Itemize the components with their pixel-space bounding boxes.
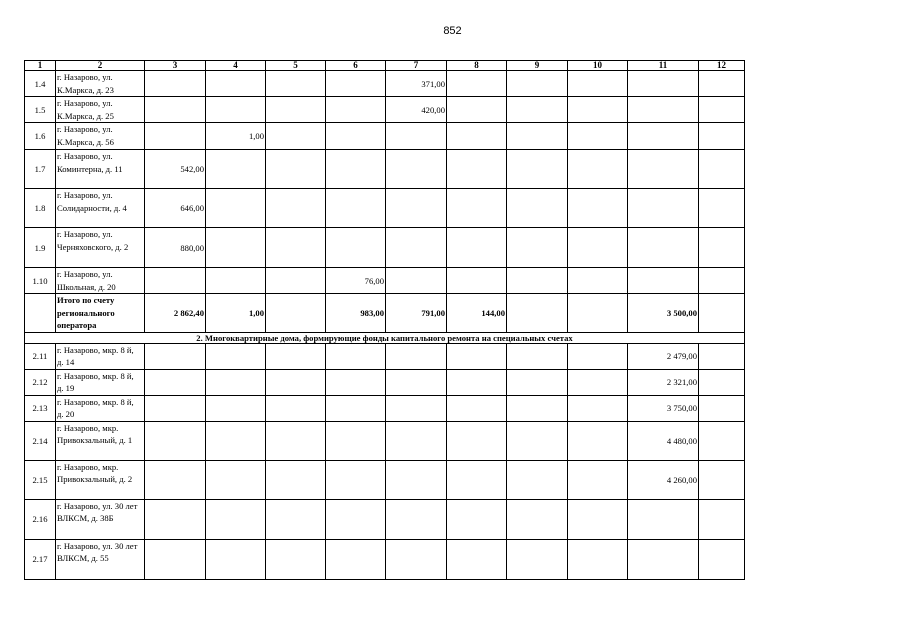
cell-col6 — [326, 150, 386, 189]
table-row — [25, 343, 745, 369]
cell-col9 — [507, 421, 568, 460]
cell-col9 — [507, 369, 568, 395]
cell-col12 — [699, 294, 745, 333]
table-row — [25, 150, 745, 189]
cell-col8 — [447, 97, 507, 123]
cell-col12 — [699, 228, 745, 268]
cell-col10 — [568, 294, 628, 333]
cell-col5 — [266, 421, 326, 460]
cell-col9 — [507, 539, 568, 579]
cell-col7 — [386, 150, 447, 189]
cell-col11: 4 480,00 — [628, 421, 699, 460]
cell-col10 — [568, 421, 628, 460]
table-row — [25, 71, 745, 97]
header-cell: 1 — [25, 61, 56, 71]
row-number: 2.11 — [25, 343, 56, 369]
cell-col8 — [447, 499, 507, 539]
data-table — [24, 60, 745, 580]
cell-col3 — [145, 369, 206, 395]
cell-col8 — [447, 123, 507, 150]
cell-col11 — [628, 499, 699, 539]
cell-col6 — [326, 71, 386, 97]
cell-col3 — [145, 421, 206, 460]
address-cell: г. Назарово, мкр. 8 й, д. 14 — [56, 343, 145, 369]
cell-col9 — [507, 343, 568, 369]
cell-col6 — [326, 395, 386, 421]
cell-col10 — [568, 395, 628, 421]
header-cell: 8 — [447, 61, 507, 71]
cell-col6: 983,00 — [326, 294, 386, 333]
address-cell: г. Назарово, ул. Школьная, д. 20 — [56, 268, 145, 294]
cell-col4 — [206, 97, 266, 123]
cell-col4: 1,00 — [206, 294, 266, 333]
cell-col3 — [145, 71, 206, 97]
page-number: 852 — [443, 25, 462, 37]
table-row — [25, 460, 745, 499]
cell-col8 — [447, 421, 507, 460]
header-cell: 2 — [56, 61, 145, 71]
cell-col7 — [386, 421, 447, 460]
cell-col8 — [447, 395, 507, 421]
cell-col8 — [447, 189, 507, 228]
row-number: 2.15 — [25, 460, 56, 499]
cell-col10 — [568, 123, 628, 150]
cell-col7: 371,00 — [386, 71, 447, 97]
cell-col11 — [628, 228, 699, 268]
cell-col4 — [206, 499, 266, 539]
row-number: 1.7 — [25, 150, 56, 189]
cell-col12 — [699, 421, 745, 460]
cell-col10 — [568, 499, 628, 539]
header-cell: 12 — [699, 61, 745, 71]
address-cell: г. Назарово, ул. К.Маркса, д. 23 — [56, 71, 145, 97]
cell-col4 — [206, 539, 266, 579]
header-cell: 6 — [326, 61, 386, 71]
header-cell: 11 — [628, 61, 699, 71]
cell-col5 — [266, 97, 326, 123]
address-cell: г. Назарово, ул. Коминтерна, д. 11 — [56, 150, 145, 189]
cell-col3 — [145, 268, 206, 294]
cell-col8: 144,00 — [447, 294, 507, 333]
row-number: 1.6 — [25, 123, 56, 150]
cell-col7 — [386, 499, 447, 539]
cell-col6: 76,00 — [326, 268, 386, 294]
table-row — [25, 228, 745, 268]
cell-col3: 646,00 — [145, 189, 206, 228]
cell-col4 — [206, 369, 266, 395]
address-cell: г. Назарово, ул. Солидарности, д. 4 — [56, 189, 145, 228]
row-number: 2.14 — [25, 421, 56, 460]
cell-col4 — [206, 421, 266, 460]
cell-col5 — [266, 395, 326, 421]
address-cell: г. Назарово, ул. К.Маркса, д. 25 — [56, 97, 145, 123]
cell-col10 — [568, 97, 628, 123]
header-cell: 4 — [206, 61, 266, 71]
row-number: 2.13 — [25, 395, 56, 421]
address-cell: г. Назарово, ул. Черняховского, д. 2 — [56, 228, 145, 268]
cell-col4: 1,00 — [206, 123, 266, 150]
total-row — [25, 294, 745, 333]
cell-col5 — [266, 499, 326, 539]
cell-col3 — [145, 460, 206, 499]
cell-col11 — [628, 97, 699, 123]
address-cell: г. Назарово, ул. К.Маркса, д. 56 — [56, 123, 145, 150]
cell-col9 — [507, 294, 568, 333]
cell-col12 — [699, 150, 745, 189]
cell-col7 — [386, 395, 447, 421]
cell-col9 — [507, 97, 568, 123]
cell-col9 — [507, 228, 568, 268]
cell-col12 — [699, 123, 745, 150]
cell-col3 — [145, 343, 206, 369]
cell-col8 — [447, 343, 507, 369]
cell-col9 — [507, 499, 568, 539]
cell-col4 — [206, 71, 266, 97]
cell-col10 — [568, 539, 628, 579]
address-cell: г. Назарово, ул. 30 лет ВЛКСМ, д. 38Б — [56, 499, 145, 539]
cell-col11: 3 500,00 — [628, 294, 699, 333]
cell-col5 — [266, 343, 326, 369]
cell-col6 — [326, 539, 386, 579]
table-row — [25, 539, 745, 579]
cell-col6 — [326, 369, 386, 395]
row-number: 2.16 — [25, 499, 56, 539]
row-number — [25, 294, 56, 333]
cell-col5 — [266, 294, 326, 333]
header-cell: 10 — [568, 61, 628, 71]
cell-col7 — [386, 123, 447, 150]
cell-col7: 420,00 — [386, 97, 447, 123]
cell-col6 — [326, 123, 386, 150]
cell-col7 — [386, 369, 447, 395]
cell-col11 — [628, 150, 699, 189]
cell-col11 — [628, 123, 699, 150]
row-number: 2.17 — [25, 539, 56, 579]
cell-col7 — [386, 343, 447, 369]
cell-col11 — [628, 71, 699, 97]
cell-col11 — [628, 189, 699, 228]
table-row — [25, 369, 745, 395]
cell-col12 — [699, 395, 745, 421]
cell-col6 — [326, 499, 386, 539]
cell-col12 — [699, 189, 745, 228]
row-number: 1.10 — [25, 268, 56, 294]
cell-col6 — [326, 421, 386, 460]
cell-col6 — [326, 97, 386, 123]
cell-col7 — [386, 539, 447, 579]
cell-col10 — [568, 150, 628, 189]
header-row — [25, 61, 745, 71]
cell-col3: 880,00 — [145, 228, 206, 268]
row-number: 1.9 — [25, 228, 56, 268]
cell-col4 — [206, 460, 266, 499]
cell-col7 — [386, 228, 447, 268]
cell-col12 — [699, 71, 745, 97]
cell-col6 — [326, 228, 386, 268]
cell-col9 — [507, 189, 568, 228]
row-number: 1.4 — [25, 71, 56, 97]
cell-col11: 3 750,00 — [628, 395, 699, 421]
table-row — [25, 189, 745, 228]
cell-col7 — [386, 460, 447, 499]
cell-col11 — [628, 268, 699, 294]
cell-col4 — [206, 150, 266, 189]
cell-col12 — [699, 539, 745, 579]
cell-col9 — [507, 150, 568, 189]
section-title: 2. Многоквартирные дома, формирующие фонды капитального ремонта на специальных счетах — [25, 332, 745, 343]
header-cell: 3 — [145, 61, 206, 71]
cell-col12 — [699, 268, 745, 294]
cell-col9 — [507, 395, 568, 421]
cell-col3: 542,00 — [145, 150, 206, 189]
row-number: 2.12 — [25, 369, 56, 395]
cell-col8 — [447, 150, 507, 189]
cell-col3 — [145, 395, 206, 421]
address-cell: г. Назарово, мкр. Привокзальный, д. 1 — [56, 421, 145, 460]
cell-col7: 791,00 — [386, 294, 447, 333]
cell-col3 — [145, 123, 206, 150]
cell-col9 — [507, 71, 568, 97]
cell-col4 — [206, 189, 266, 228]
cell-col7 — [386, 189, 447, 228]
cell-col11: 2 321,00 — [628, 369, 699, 395]
cell-col5 — [266, 189, 326, 228]
cell-col6 — [326, 343, 386, 369]
cell-col8 — [447, 268, 507, 294]
cell-col8 — [447, 460, 507, 499]
cell-col5 — [266, 460, 326, 499]
header-cell: 9 — [507, 61, 568, 71]
cell-col6 — [326, 460, 386, 499]
cell-col5 — [266, 150, 326, 189]
cell-col3 — [145, 539, 206, 579]
cell-col4 — [206, 228, 266, 268]
cell-col5 — [266, 71, 326, 97]
cell-col8 — [447, 369, 507, 395]
cell-col11: 2 479,00 — [628, 343, 699, 369]
cell-col12 — [699, 369, 745, 395]
cell-col12 — [699, 460, 745, 499]
table-row — [25, 97, 745, 123]
cell-col7 — [386, 268, 447, 294]
cell-col11 — [628, 539, 699, 579]
address-cell: г. Назарово, мкр. 8 й, д. 19 — [56, 369, 145, 395]
cell-col12 — [699, 343, 745, 369]
cell-col9 — [507, 268, 568, 294]
table-row — [25, 395, 745, 421]
table-row — [25, 268, 745, 294]
cell-col4 — [206, 395, 266, 421]
cell-col10 — [568, 268, 628, 294]
header-cell: 7 — [386, 61, 447, 71]
address-cell: г. Назарово, мкр. 8 й, д. 20 — [56, 395, 145, 421]
cell-col10 — [568, 71, 628, 97]
total-label: Итого по счету регионального оператора — [56, 294, 145, 333]
address-cell: г. Назарово, ул. 30 лет ВЛКСМ, д. 55 — [56, 539, 145, 579]
row-number: 1.5 — [25, 97, 56, 123]
cell-col3 — [145, 499, 206, 539]
cell-col11: 4 260,00 — [628, 460, 699, 499]
cell-col5 — [266, 268, 326, 294]
table-row — [25, 123, 745, 150]
cell-col8 — [447, 228, 507, 268]
cell-col9 — [507, 123, 568, 150]
row-number: 1.8 — [25, 189, 56, 228]
cell-col5 — [266, 369, 326, 395]
cell-col4 — [206, 343, 266, 369]
cell-col4 — [206, 268, 266, 294]
cell-col10 — [568, 228, 628, 268]
table-row — [25, 421, 745, 460]
cell-col10 — [568, 369, 628, 395]
cell-col5 — [266, 123, 326, 150]
cell-col10 — [568, 189, 628, 228]
cell-col3 — [145, 97, 206, 123]
cell-col12 — [699, 97, 745, 123]
cell-col8 — [447, 71, 507, 97]
cell-col9 — [507, 460, 568, 499]
cell-col5 — [266, 228, 326, 268]
cell-col6 — [326, 189, 386, 228]
cell-col3: 2 862,40 — [145, 294, 206, 333]
cell-col12 — [699, 499, 745, 539]
cell-col10 — [568, 460, 628, 499]
header-cell: 5 — [266, 61, 326, 71]
cell-col8 — [447, 539, 507, 579]
table-row — [25, 499, 745, 539]
cell-col10 — [568, 343, 628, 369]
cell-col5 — [266, 539, 326, 579]
address-cell: г. Назарово, мкр. Привокзальный, д. 2 — [56, 460, 145, 499]
section-row — [25, 332, 745, 343]
